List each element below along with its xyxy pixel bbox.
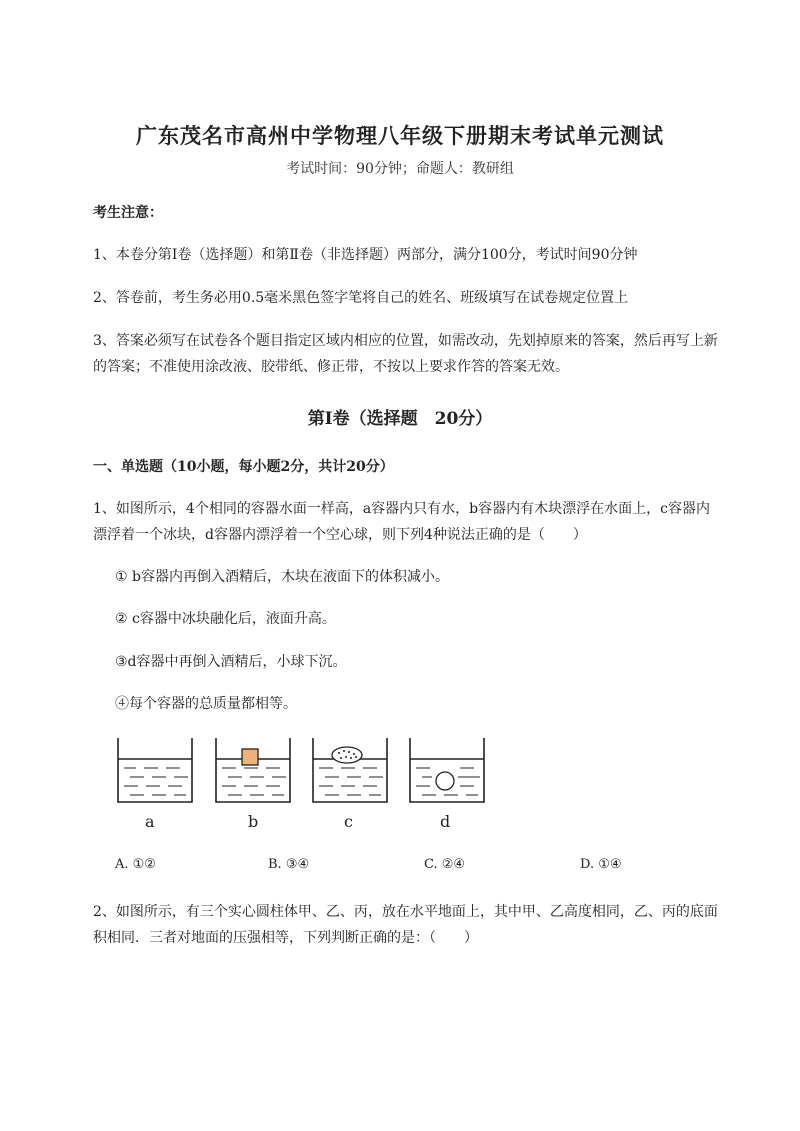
notice-item: 1、本卷分第Ⅰ卷（选择题）和第Ⅱ卷（非选择题）两部分，满分100分，考试时间90分钟 [93, 247, 638, 263]
water-lines [313, 759, 387, 795]
container-b [216, 738, 290, 802]
question-1-statement: ④每个容器的总质量都相等。 [115, 696, 297, 712]
figure-label-c: c [344, 812, 353, 831]
question-2-text: 2、如图所示，有三个实心圆柱体甲、乙、丙，放在水平地面上，其中甲、乙高度相同，乙、丙的底面 [93, 904, 718, 920]
notice-item: 2、答卷前，考生务必用0.5毫米黑色签字笔将自己的姓名、班级填写在试卷规定位置上 [93, 290, 629, 306]
question-1-text: 漂浮着一个冰块，d容器内漂浮着一个空心球，则下列4种说法正确的是（ ） [93, 527, 587, 543]
page-title: 广东茂名市高州中学物理八年级下册期末考试单元测试 [136, 123, 664, 148]
question-1-text: 1、如图所示，4个相同的容器水面一样高，a容器内只有水，b容器内有木块漂浮在水面上，c容器内 [93, 501, 710, 517]
notice-heading: 考生注意： [93, 205, 163, 221]
figure-label-a: a [145, 812, 155, 831]
section-title: 第Ⅰ卷（选择题 20分） [307, 409, 493, 429]
container-d [410, 738, 484, 802]
question-group-heading: 一、单选题（10小题，每小题2分，共计20分） [93, 459, 394, 475]
question-1-statement: ② c容器中冰块融化后，液面升高。 [115, 611, 336, 627]
notice-item: 的答案；不准使用涂改液、胶带纸、修正带，不按以上要求作答的答案无效。 [93, 359, 569, 375]
option-c[interactable]: C. ②④ [424, 857, 466, 872]
notice-item: 3、答案必须写在试卷各个题目指定区域内相应的位置，如需改动，先划掉原来的答案，然后再写上新 [93, 333, 718, 349]
container-a [118, 738, 192, 802]
option-a[interactable]: A. ①② [115, 857, 156, 872]
question-1-statement: ① b容器内再倒入酒精后，木块在液面下的体积减小。 [115, 569, 449, 585]
question-2-text: 积相同．三者对地面的压强相等，下列判断正确的是：（ ） [93, 930, 478, 946]
option-d[interactable]: D. ①④ [580, 857, 622, 872]
wood-block [242, 749, 258, 765]
hollow-ball [436, 772, 454, 790]
exam-info: 考试时间：90分钟；命题人：教研组 [286, 161, 514, 177]
option-b[interactable]: B. ③④ [268, 857, 310, 872]
water-lines [118, 759, 192, 795]
ice-block [332, 747, 362, 763]
figure-label-b: b [248, 812, 259, 831]
figure-label-d: d [440, 812, 451, 831]
question-1-statement: ③d容器中再倒入酒精后，小球下沉。 [115, 654, 347, 670]
